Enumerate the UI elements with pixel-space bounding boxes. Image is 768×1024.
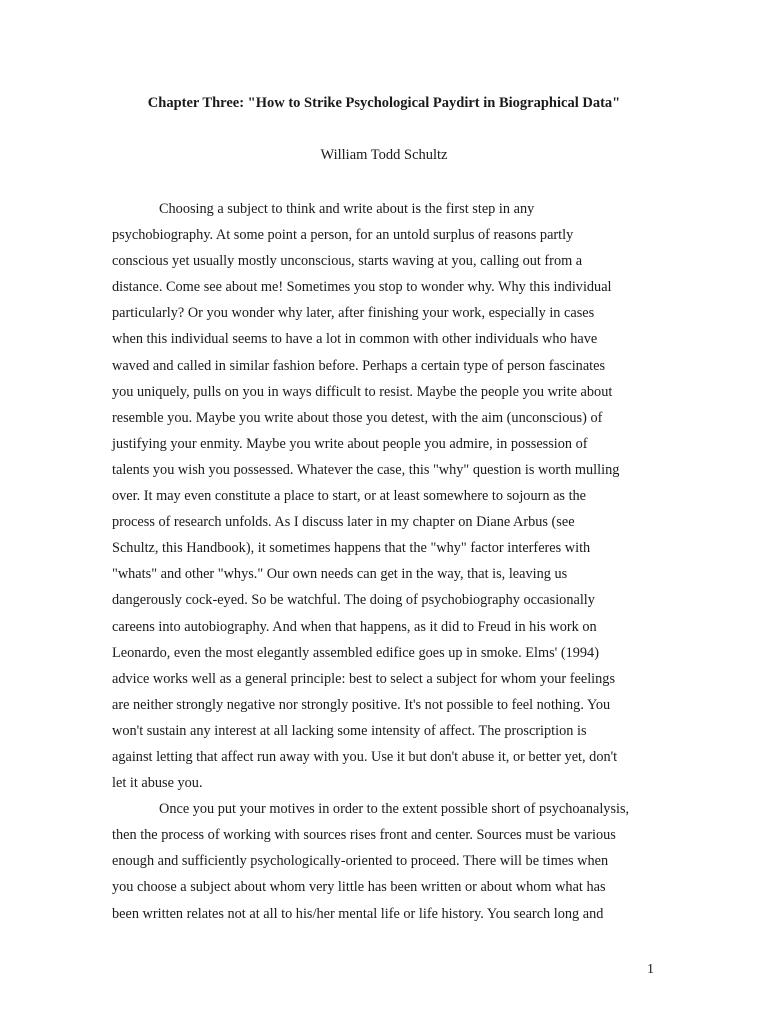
author-name: William Todd Schultz	[320, 147, 448, 163]
text-line: talents you wish you possessed. Whatever the case, this "why" question is worth mulling	[112, 461, 620, 478]
text-line: careens into autobiography. And when that happens, as it did to Freud in his work on	[112, 618, 597, 635]
text-line: particularly? Or you wonder why later, after finishing your work, especially in cases	[112, 305, 595, 322]
text-line: justifying your enmity. Maybe you write about people you admire, in possession of	[112, 435, 588, 452]
text-line: let it abuse you.	[112, 775, 203, 792]
text-line: resemble you. Maybe you write about those you detest, with the aim (unconscious) of	[112, 409, 603, 426]
text-line: then the process of working with sources rises front and center. Sources must be various	[112, 827, 616, 844]
text-line: dangerously cock-eyed. So be watchful. The doing of psychobiography occasionally	[112, 592, 595, 609]
text-line: when this individual seems to have a lot in common with other individuals who have	[112, 331, 598, 348]
text-line: psychobiography. At some point a person, for an untold surplus of reasons partly	[112, 227, 574, 244]
text-line: Choosing a subject to think and write about is the first step in any	[159, 201, 535, 217]
body-text	[112, 196, 640, 927]
text-line: over. It may even constitute a place to start, or at least somewhere to sojourn as the	[112, 488, 587, 505]
text-line: Schultz, this Handbook), it sometimes happens that the "why" factor interferes with	[112, 540, 591, 557]
text-line: been written relates not at all to his/her mental life or life history. You search long and	[112, 905, 604, 922]
text-line: you uniquely, pulls on you in ways difficult to resist. Maybe the people you write about	[112, 383, 613, 400]
text-line: conscious yet usually mostly unconscious, starts waving at you, calling out from a	[112, 253, 583, 270]
text-line: against letting that affect run away with you. Use it but don't abuse it, or better yet, don't	[112, 748, 618, 765]
text-line: Once you put your motives in order to the extent possible short of psychoanalysis,	[159, 801, 630, 818]
text-line: advice works well as a general principle: best to select a subject for whom your feelings	[112, 670, 616, 687]
text-line: you choose a subject about whom very little has been written or about whom what has	[112, 879, 606, 896]
text-line: distance. Come see about me! Sometimes you stop to wonder why. Why this individual	[112, 279, 612, 296]
text-line: process of research unfolds. As I discuss later in my chapter on Diane Arbus (see	[112, 514, 575, 531]
text-line: waved and called in similar fashion before. Perhaps a certain type of person fascinates	[112, 357, 606, 374]
text-line: "whats" and other "whys." Our own needs can get in the way, that is, leaving us	[112, 566, 568, 583]
text-line: are neither strongly negative nor strongly positive. It's not possible to feel nothing. You	[112, 696, 611, 713]
page-number: 1	[647, 962, 654, 977]
text-line: enough and sufficiently psychologically-oriented to proceed. There will be times when	[112, 853, 609, 870]
text-line: Leonardo, even the most elegantly assembled edifice goes up in smoke. Elms' (1994)	[112, 644, 599, 661]
chapter-title: Chapter Three: "How to Strike Psychological Paydirt in Biographical Data"	[147, 95, 621, 111]
text-line: won't sustain any interest at all lacking some intensity of affect. The proscription is	[112, 722, 587, 739]
